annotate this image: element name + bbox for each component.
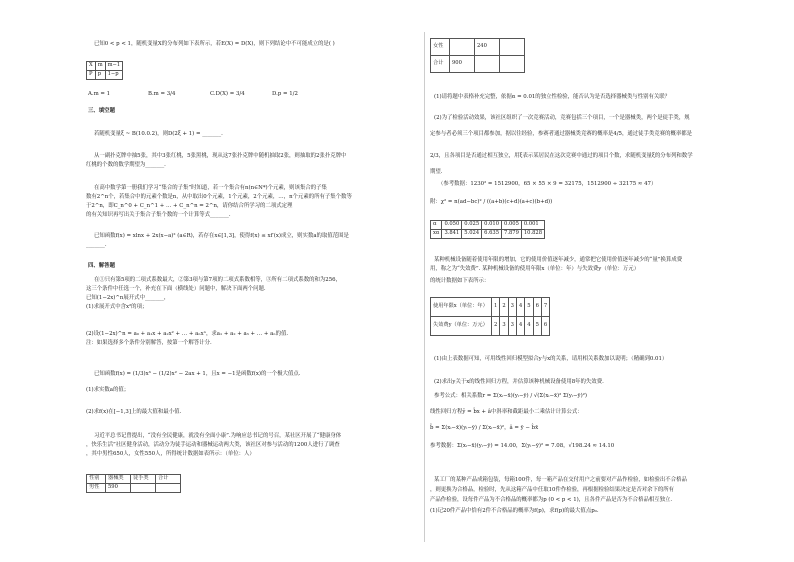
table-cell: 6 xyxy=(533,298,541,317)
table-cell xyxy=(475,56,500,73)
table-cell xyxy=(500,39,525,56)
question-text: (1)记20件产品中恰有2件不合格品的概率为f(p)，求f(p)的最大值点p₀. xyxy=(430,508,599,514)
table-cell: m xyxy=(95,62,105,71)
choice-b: B.m = 3/4 xyxy=(148,91,176,97)
question-text: 于2^n，即C_n^0 + C_n^1 + … + C_n^n = 2^n，请你结合所学习的二项式定理 xyxy=(86,203,293,209)
reference-data: 参考数据：Σ(xᵢ−x̄)(yᵢ−ȳ) = 14.00，Σ(yᵢ−ȳ)² = 7.08，√198.24 ≈ 14.10 xyxy=(430,443,615,449)
table-cell: 7.879 xyxy=(502,230,522,239)
table-cell: 2 xyxy=(492,317,500,336)
table-cell: 0.025 xyxy=(462,221,482,230)
formula: 附：χ² = n(ad−bc)² / ((a+b)(c+d)(a+c)(b+d)) xyxy=(430,199,553,205)
table-cell: 7 xyxy=(541,298,549,317)
table-cell: 5 xyxy=(525,298,533,317)
table-cell: 4 xyxy=(516,298,524,317)
question-text: (2)求f(x)在[−1,3]上的最大值和最小值. xyxy=(86,409,182,415)
question-text: (1)由上表数据可知，可用线性回归模型拟合y与x的关系，请用相关系数加以说明；（精确到0.01） xyxy=(434,356,668,362)
question-text: 用，称之为“失效费”. 某种机械设备的使用年限x（单位：年）与失效费y（单位：万元） xyxy=(430,266,640,272)
table-cell: m−1 xyxy=(105,62,123,71)
reference-data: （参考数据：1230² = 1512900，65 × 55 × 9 = 32175，1512900 ÷ 32175 ≈ 47） xyxy=(438,181,657,187)
table-cell: p xyxy=(95,71,105,80)
section-heading: 四、解答题 xyxy=(88,263,115,269)
question-text: 已知函数f(x) = (1/3)x³ − (1/2)x² − 2ax + 1，且x = −1是函数f(x)的一个极大值点. xyxy=(94,371,301,377)
formula: 参考公式：相关系数r = Σ(xᵢ−x̄)(yᵢ−ȳ) / √(Σ(xᵢ−x̄)² Σ(yᵢ−ȳ)²) xyxy=(434,393,587,399)
table-cell: 合计 xyxy=(156,475,181,484)
question-text: (1)求实数a的值； xyxy=(86,387,130,393)
question-text: 在①只有第5项的二项式系数最大，②第3项与第7项的二项式系数相等，③所有二项式系数的和为256， xyxy=(94,277,341,283)
question-text: 期望. xyxy=(430,169,443,175)
question-text: 在高中数学第一册我们学习“集合的子集”时知道，若一个集合有n(n∈N*)个元素，则该集合的子集 xyxy=(94,185,327,191)
question-text: 产品作检验，设每件产品为不合格品的概率都为p (0 < p < 1)，且各件产品是否为不合格品相互独立. xyxy=(430,497,673,503)
table-cell: 590 xyxy=(106,484,131,493)
question-text: 已知(1−2x)^n展开式中_______， xyxy=(86,295,170,301)
table-cell: xα xyxy=(431,230,442,239)
section-heading: 三、填空题 xyxy=(88,108,115,114)
column-divider xyxy=(424,32,425,542)
table-cell: 3.841 xyxy=(442,230,462,239)
survey-table xyxy=(86,474,181,493)
choice-a: A.m = 1 xyxy=(88,91,111,97)
table-cell: 3 xyxy=(500,317,508,336)
question-text: 红桃的个数的数学期望为_______. xyxy=(86,162,166,168)
question-text: 的有关知识再写出关于集合子集个数的一个计算等式_______. xyxy=(86,212,231,218)
table-cell: 2 xyxy=(500,298,508,317)
question-text: 数有2^n个，若集合中的元素个数是n，从中取出0个元素，1个元素，2个元素，…，n个元素的所有子集个数等 xyxy=(86,194,352,200)
question-text: (1)请将题中表格补充完整，依据α = 0.01的独立性检验，能否认为是否选择器械类与性别有关联？ xyxy=(434,94,671,100)
table-cell: 10.828 xyxy=(521,230,544,239)
formula: b̂ = Σ(xᵢ−x̄)(yᵢ−ȳ) / Σ(xᵢ−x̄)²，â = ȳ − b̂x̄ xyxy=(430,425,539,431)
table-cell xyxy=(131,484,156,493)
question-text: _______. xyxy=(86,242,107,248)
choice-c: C.D(X) = 3/4 xyxy=(210,91,245,97)
table-cell: 1 xyxy=(492,298,500,317)
right-column xyxy=(430,0,770,562)
table-cell: 240 xyxy=(475,39,500,56)
question-text: 注：如果选择多个条件分别解答，按第一个解答计分. xyxy=(86,340,212,346)
formula: 线性回归方程ŷ = b̂x + â中斜率和截距最小二乘估计计算公式： xyxy=(430,409,583,415)
table-cell: 6 xyxy=(541,317,549,336)
question-text: 定参与者必须三个项目都参加，据以往经验，参赛者通过器械类竞赛的概率是4/5，通过徒手类竞赛的概率都是 xyxy=(430,131,693,137)
usage-table xyxy=(430,297,550,336)
question-text: 已知0 < p < 1，随机变量X的分布列如下表所示，若E(X) = D(X)，则下列结论中不可能成立的是( ) xyxy=(94,41,335,47)
table-cell: 0.001 xyxy=(521,221,544,230)
table-cell: 900 xyxy=(450,56,475,73)
table-cell: 性别 xyxy=(87,475,106,484)
table-cell: α xyxy=(431,221,442,230)
table-cell: 3 xyxy=(508,298,516,317)
table-cell: 使用年限x（单位：年） xyxy=(431,298,492,317)
table-cell: 4 xyxy=(516,317,524,336)
choice-d: D.p = 1/2 xyxy=(272,91,298,97)
table-cell xyxy=(450,39,475,56)
distribution-table xyxy=(86,61,123,80)
table-cell: 合计 xyxy=(431,56,450,73)
table-cell: 3 xyxy=(508,317,516,336)
question-text: (1)求展开式中含x²的项； xyxy=(86,304,148,310)
table-cell: 徒手类 xyxy=(131,475,156,484)
table-cell: 5.024 xyxy=(462,230,482,239)
table-cell: 女性 xyxy=(431,39,450,56)
left-column xyxy=(86,0,416,562)
table-cell: 男性 xyxy=(87,484,106,493)
survey-table-continued xyxy=(430,38,525,73)
question-text: 习近平总书记曾提出，“没有全民健康，就没有全面小康”.为响应总书记的号召，某社区开展了“健康身体 xyxy=(94,433,342,439)
question-text: (2)为了检验活动效果，该社区组织了一次竞赛活动，竞赛包括三个项目，一个是器械类，两个是徒手类，规 xyxy=(434,115,690,121)
question-text: ，快乐生活”社区健身活动，活动分为徒手运动和器械运动两大类，该社区对参与活动的1200人进行了调查 xyxy=(86,442,340,448)
table-cell xyxy=(156,484,181,493)
question-text: ，则更换为合格品，检验时，先从这箱产品中任取10件作检验，再根据检验结果决定是否对余下的所有 xyxy=(430,487,675,493)
table-cell: 1−p xyxy=(105,71,123,80)
question-text: 已知函数f(x) = xlnx + 2x(x−a)² (a∈R)，若存在x∈[1,3]，使得f(x) ≤ xf′(x)成立，则实数a的取值范围是 xyxy=(94,233,349,239)
question-text: 这三个条件中任选一个，补充在下面（横线处）问题中，解决下面两个问题. xyxy=(86,286,266,292)
question-text: 的统计数据如下表所示： xyxy=(430,278,490,284)
question-text: (2)求出y关于x的线性回归方程，并估算该种机械设备使用8年的失效费. xyxy=(434,379,604,385)
question-text: 从一副扑克牌中抽5张，其中3张红桃，5张黑桃，现从这7张扑克牌中随机抽取2张，则抽取的2张扑克牌中 xyxy=(94,153,347,159)
table-cell: 0.010 xyxy=(482,221,502,230)
table-cell: 0.005 xyxy=(502,221,522,230)
table-cell: P xyxy=(87,71,96,80)
question-text: 某种机械设备随着使用年限的增加，它的使用价值逐年减少，通常把它使用价值逐年减少的“量”换算成费 xyxy=(434,257,683,263)
table-cell: 6.635 xyxy=(482,230,502,239)
question-text: 若随机变量ξ ~ B(10.0.2)，则D(2ξ + 1) = _______. xyxy=(94,131,223,137)
table-cell: X xyxy=(87,62,96,71)
table-cell: 5 xyxy=(533,317,541,336)
table-cell xyxy=(500,56,525,73)
critical-value-table xyxy=(430,220,545,239)
table-cell: 0.050 xyxy=(442,221,462,230)
table-cell: 失效费y（单位：万元） xyxy=(431,317,492,336)
question-text: 某工厂的某种产品成箱包装，每箱100件，每一箱产品在交付用户之前要对产品作检验，如检验出不合格品 xyxy=(434,477,687,483)
table-cell: 4 xyxy=(525,317,533,336)
question-text: 2/3，且各项目是否通过相互独立，用ξ表示某居民在这次竞赛中通过的项目个数，求随机变量ξ的分布列和数学 xyxy=(430,153,693,159)
question-text: ，其中男性650人，女性550人，所得统计数据如表所示：（单位：人） xyxy=(86,451,255,457)
question-text: (2)设(1−2x)^n = a₀ + a₁x + a₂x² + … + aₙxⁿ，求a₁ + a₂ + a₃ + … + aₙ的值. xyxy=(86,331,289,337)
table-cell: 器械类 xyxy=(106,475,131,484)
